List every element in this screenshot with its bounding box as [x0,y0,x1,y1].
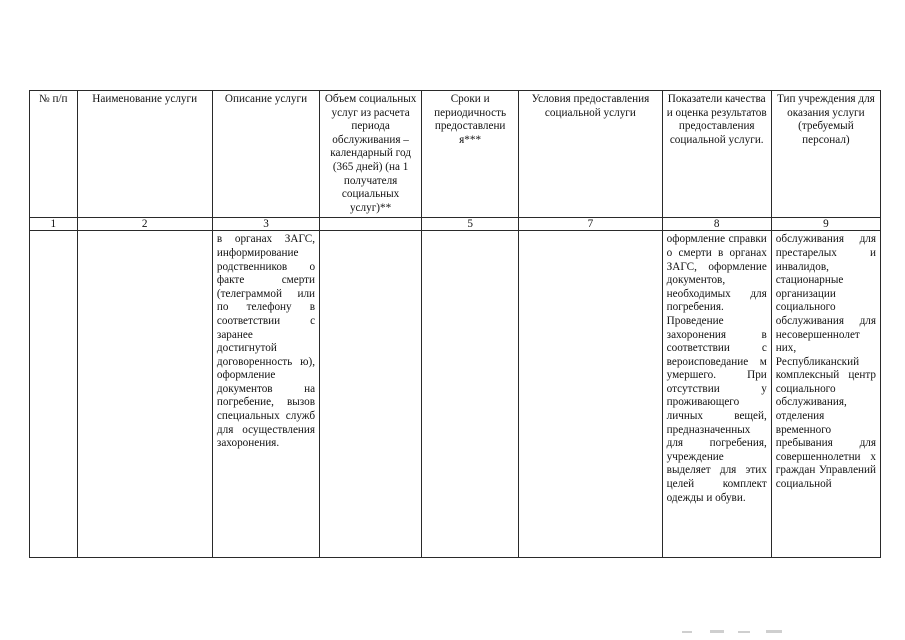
header-row [30,91,881,218]
column-number: 9 [771,218,880,231]
header-institution-type: Тип учреждения для оказания услуги (требуемый персонал) [771,91,880,218]
header-service-name: Наименование услуги [77,91,212,218]
cell-conditions [519,231,663,558]
header-quality-indicators: Показатели качества и оценка результатов предоставления социальной услуги. [662,91,771,218]
column-number: 2 [77,218,212,231]
cell-quality-indicators: оформление справки о смерти в органах ЗАГС, оформление документов, необходимых для погребения. Проведение захоронения в соответствии с вероисповедание м умершего. При отсутствии у проживающего личных вещей, предназначенных для погребения, учреждение выделяет для этих целей комплект одежды и обуви. [662,231,771,558]
cell-service-description: в органах ЗАГС, информирование родственников о факте смерти (телеграммой или по телефону в соответствии с заранее достигнутой договоренность ю), оформление документов на погребение, вызов специальных служб для осуществления захоронения. [212,231,319,558]
header-service-volume: Объем социальных услуг из расчета периода обслуживания – календарный год (365 дней) (на 1 получателя социальных услуг)** [320,91,422,218]
column-number: 3 [212,218,319,231]
column-number-row [30,218,881,231]
header-conditions: Условия предоставления социальной услуги [519,91,663,218]
cell-terms-frequency [422,231,519,558]
column-number: 7 [519,218,663,231]
column-number: 5 [422,218,519,231]
cell-number [30,231,78,558]
header-terms-frequency: Сроки и периодичность предоставлени я*** [422,91,519,218]
header-service-description: Описание услуги [212,91,319,218]
social-services-table [29,90,881,558]
cell-institution-type: обслуживания для престарелых и инвалидов, стационарные организации социального обслуживания для несовершеннолет них, Республиканский комплексный центр социального обслуживания, отделения временного пребывания для совершеннолетни х граждан Управлений социальной [771,231,880,558]
table-row [30,231,881,558]
cell-service-name [77,231,212,558]
column-number: 1 [30,218,78,231]
column-number [320,218,422,231]
header-number: № п/п [30,91,78,218]
column-number: 8 [662,218,771,231]
cell-service-volume [320,231,422,558]
scan-noise-marks [680,628,790,636]
